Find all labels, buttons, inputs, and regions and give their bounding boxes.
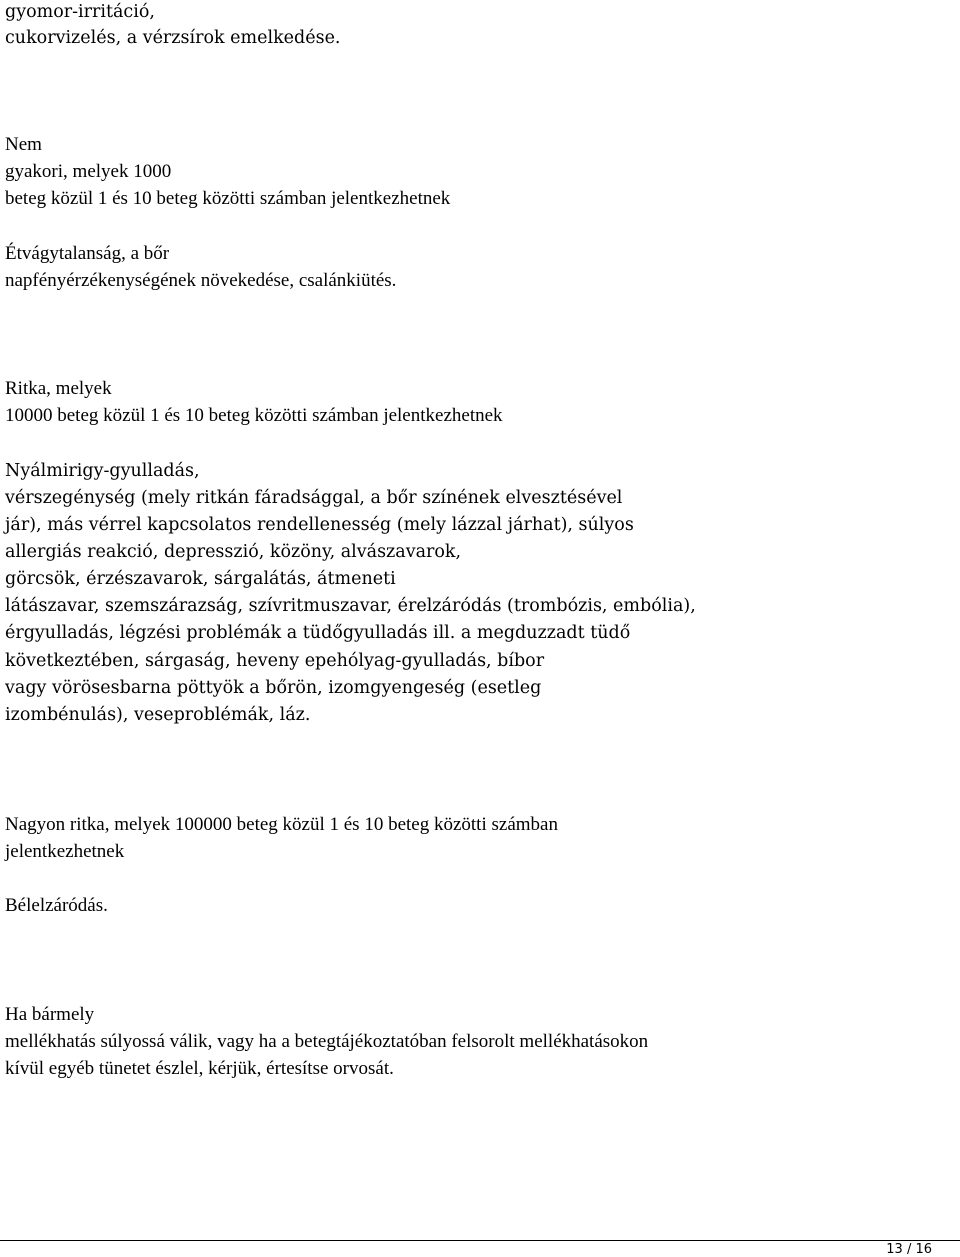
text-line: gyomor-irritáció, [5, 2, 155, 22]
text-line: cukorvizelés, a vérzsírok emelkedése. [5, 28, 341, 48]
text-line: jár), más vérrel kapcsolatos rendellenesség (mely lázzal járhat), súlyos [5, 515, 634, 535]
frequency-heading: Nagyon ritka, melyek 100000 beteg közül 1 és 10 beteg közötti számban [5, 814, 558, 835]
frequency-heading: beteg közül 1 és 10 beteg közötti számban jelentkezhetnek [5, 188, 451, 209]
text-line: izombénulás), veseproblémák, láz. [5, 705, 311, 725]
text-line: mellékhatás súlyossá válik, vagy ha a betegtájékoztatóban felsorolt mellékhatásokon [5, 1031, 649, 1052]
text-line: kívül egyéb tünetet észlel, kérjük, értesítse orvosát. [5, 1058, 394, 1079]
frequency-heading: jelentkezhetnek [5, 841, 125, 862]
frequency-heading: gyakori, melyek 1000 [5, 161, 172, 182]
frequency-heading: 10000 beteg közül 1 és 10 beteg közötti számban jelentkezhetnek [5, 405, 503, 426]
text-line: vérszegénység (mely ritkán fáradsággal, a bőr színének elvesztésével [5, 488, 623, 508]
page-number: 13 / 16 [886, 1242, 932, 1257]
text-line: látászavar, szemszárazság, szívritmuszavar, érelzáródás (trombózis, embólia), [5, 596, 696, 616]
frequency-heading: Ritka, melyek [5, 378, 112, 399]
text-line: Ha bármely [5, 1004, 95, 1025]
footer-divider [0, 1240, 960, 1241]
text-line: görcsök, érzészavarok, sárgalátás, átmeneti [5, 569, 396, 589]
frequency-heading: Nem [5, 134, 42, 155]
text-line: napfényérzékenységének növekedése, csalánkiütés. [5, 270, 397, 291]
text-line: vagy vörösesbarna pöttyök a bőrön, izomgyengeség (esetleg [5, 678, 542, 698]
text-line: Bélelzáródás. [5, 895, 108, 916]
text-line: allergiás reakció, depresszió, közöny, alvászavarok, [5, 542, 462, 562]
text-line: érgyulladás, légzési problémák a tüdőgyulladás ill. a megduzzadt tüdő [5, 623, 631, 643]
text-line: következtében, sárgaság, heveny epehólyag-gyulladás, bíbor [5, 651, 545, 671]
text-line: Nyálmirigy-gyulladás, [5, 461, 200, 481]
text-line: Étvágytalanság, a bőr [5, 243, 170, 264]
